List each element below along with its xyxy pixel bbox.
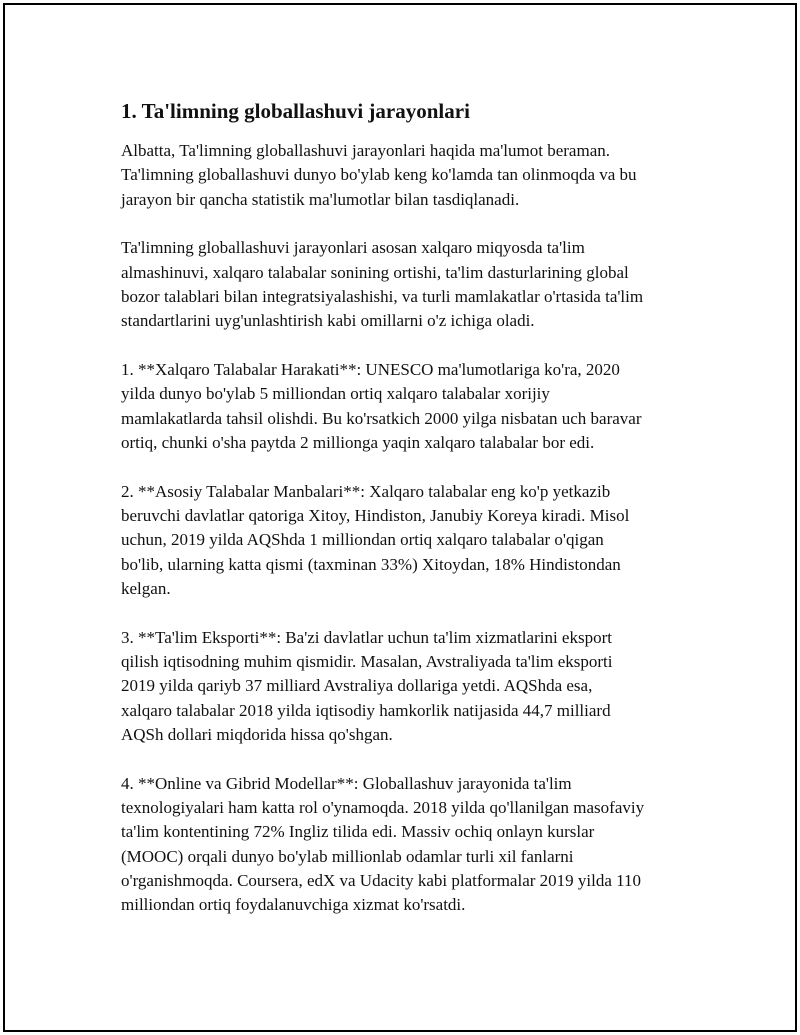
paragraph-overview — [121, 236, 691, 333]
text-line: uchun, 2019 yilda AQShda 1 milliondan ortiq xalqaro talabalar o'qigan — [121, 530, 604, 550]
paragraph-item-1 — [121, 358, 691, 455]
text-line: yilda dunyo bo'ylab 5 milliondan ortiq xalqaro talabalar xorijiy — [121, 384, 550, 404]
text-line: xalqaro talabalar 2018 yilda iqtisodiy hamkorlik natijasida 44,7 milliard — [121, 700, 611, 720]
text-line: ta'lim kontentining 72% Ingliz tilida edi. Massiv ochiq onlayn kurslar — [121, 822, 595, 842]
text-line: beruvchi davlatlar qatoriga Xitoy, Hindiston, Janubiy Koreya kiradi. Misol — [121, 506, 630, 526]
text-line: 3. **Ta'lim Eksporti**: Ba'zi davlatlar uchun ta'lim xizmatlarini eksport — [121, 627, 612, 647]
document-title: 1. Ta'limning globallashuvi jarayonlari — [121, 99, 470, 123]
text-line: 4. **Online va Gibrid Modellar**: Globallashuv jarayonida ta'lim — [121, 773, 572, 793]
text-line: (MOOC) orqali dunyo bo'ylab millionlab odamlar turli xil fanlarni — [121, 846, 574, 866]
text-line: o'rganishmoqda. Coursera, edX va Udacity kabi platformalar 2019 yilda 110 — [121, 870, 642, 890]
text-line: 1. **Xalqaro Talabalar Harakati**: UNESCO ma'lumotlariga ko'ra, 2020 — [121, 360, 620, 380]
text-line: standartlarini uyg'unlashtirish kabi omillarni o'z ichiga oladi. — [121, 311, 535, 331]
paragraph-item-3 — [121, 626, 691, 747]
text-line: bo'lib, ularning katta qismi (taxminan 33%) Xitoydan, 18% Hindistondan — [121, 554, 621, 574]
text-line: Ta'limning globallashuvi jarayonlari asosan xalqaro miqyosda ta'lim — [121, 238, 585, 258]
text-line: jarayon bir qancha statistik ma'lumotlar bilan tasdiqlanadi. — [121, 189, 520, 209]
text-line: ortiq, chunki o'sha paytda 2 millionga yaqin xalqaro talabalar bor edi. — [121, 432, 595, 452]
page-frame — [3, 3, 797, 1032]
paragraph-intro — [121, 139, 691, 212]
paragraph-item-2 — [121, 480, 691, 601]
text-line: almashinuvi, xalqaro talabalar sonining ortishi, ta'lim dasturlarining global — [121, 262, 629, 282]
text-line: Ta'limning globallashuvi dunyo bo'ylab keng ko'lamda tan olinmoqda va bu — [121, 165, 637, 185]
text-line: Albatta, Ta'limning globallashuvi jarayonlari haqida ma'lumot beraman. — [121, 141, 610, 160]
text-line: mamlakatlarda tahsil olishdi. Bu ko'rsatkich 2000 yilga nisbatan uch baravar — [121, 408, 642, 428]
paragraph-item-4 — [121, 772, 691, 918]
text-line: 2019 yilda qariyb 37 milliard Avstraliya dollariga yetdi. AQShda esa, — [121, 676, 593, 696]
document-content — [121, 97, 691, 942]
text-line: qilish iqtisodning muhim qismidir. Masalan, Avstraliyada ta'lim eksporti — [121, 652, 613, 672]
text-line: kelgan. — [121, 578, 171, 598]
text-line: AQSh dollari miqdorida hissa qo'shgan. — [121, 724, 393, 744]
text-line: bozor talablari bilan integratsiyalashishi, va turli mamlakatlar o'rtasida ta'lim — [121, 286, 644, 306]
text-line: 2. **Asosiy Talabalar Manbalari**: Xalqaro talabalar eng ko'p yetkazib — [121, 481, 611, 501]
text-line: milliondan ortiq foydalanuvchiga xizmat ko'rsatdi. — [121, 895, 466, 915]
text-line: texnologiyalari ham katta rol o'ynamoqda. 2018 yilda qo'llanilgan masofaviy — [121, 798, 645, 818]
